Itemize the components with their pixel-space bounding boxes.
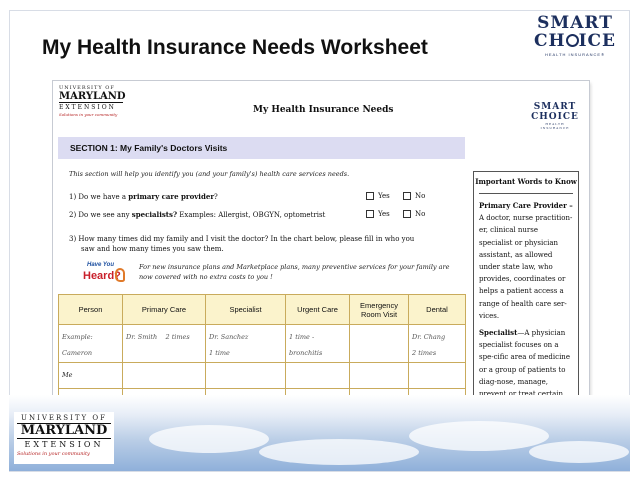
table-cell[interactable]	[123, 363, 206, 389]
q1-yes-checkbox[interactable]	[366, 192, 390, 200]
table-row-example	[59, 325, 466, 363]
cell-line: Cameron	[62, 349, 93, 357]
q3-line1: 3) How many times did my family and I visit the doctor? In the chart below, please fill in who you	[69, 235, 415, 243]
def-specialist: —A physician specialist focuses on a spe-cific area of medicine or a group of patients to diag-nose, manage,	[479, 329, 570, 386]
umd-line4: Solutions in your community	[59, 112, 118, 117]
q2-no-checkbox[interactable]	[403, 210, 425, 218]
umd-line1: UNIVERSITY OF	[59, 85, 115, 91]
checkbox-icon[interactable]	[403, 210, 411, 218]
question-2	[69, 210, 325, 219]
q2-yes-checkbox[interactable]	[366, 210, 390, 218]
table-cell[interactable]	[286, 325, 350, 363]
doctor-visits-table	[58, 294, 466, 403]
panel-body	[479, 193, 573, 412]
badge-top-text: Have You	[87, 262, 115, 268]
table-cell[interactable]	[409, 363, 466, 389]
question-1	[69, 192, 218, 201]
table-cell[interactable]	[123, 325, 206, 363]
umd-line2: MARYLAND	[59, 91, 126, 102]
checkbox-icon[interactable]	[366, 192, 374, 200]
col-header: Emergency Room Visit	[350, 295, 409, 325]
important-words-panel	[473, 171, 579, 403]
document-title: My Health Insurance Needs	[253, 105, 394, 115]
logo-subtitle: HEALTH INSURANCE®	[544, 52, 606, 57]
q2-prefix: 2) Do we see any	[69, 211, 132, 219]
q2-bold: specialists?	[131, 210, 178, 219]
col-header: Urgent Care	[286, 295, 350, 325]
smart-choice-logo	[532, 15, 618, 71]
cell-line: 2 times	[412, 349, 437, 357]
question-3	[69, 234, 449, 254]
table-header-row	[59, 295, 466, 325]
sc-small-line2: CHOICE	[531, 112, 579, 122]
checkbox-icon[interactable]	[366, 210, 374, 218]
table-cell[interactable]	[350, 325, 409, 363]
umd-extension-logo	[14, 412, 114, 464]
panel-term-primary-care	[479, 200, 573, 322]
cloud	[259, 439, 419, 465]
table-cell[interactable]: Me	[59, 363, 123, 389]
cell-line: 1 time -	[289, 333, 315, 341]
col-header: Primary Care	[123, 295, 206, 325]
sc-small-line3: HEALTH INSURANCE	[540, 122, 570, 130]
checkbox-icon[interactable]	[403, 192, 411, 200]
cell-line: Example:	[62, 333, 93, 341]
umd-big-line3: EXTENSION	[24, 440, 104, 449]
have-you-heard-badge	[83, 262, 125, 288]
table-cell[interactable]	[59, 325, 123, 363]
no-label: No	[415, 192, 426, 200]
logo-ring-icon	[566, 34, 579, 47]
no-label: No	[415, 210, 426, 218]
worksheet-document	[53, 81, 589, 403]
cloud	[149, 425, 269, 453]
table-row-me	[59, 363, 466, 389]
cell-line: Dr. Chang	[412, 333, 446, 341]
umd-big-line4: Solutions in your community	[17, 451, 90, 457]
sc-small-line1: SMART	[533, 102, 577, 112]
logo-choice-part1: CH	[533, 31, 566, 51]
q1-prefix: 1) Do we have a	[69, 193, 129, 201]
table-cell[interactable]	[286, 363, 350, 389]
umd-big-line2: MARYLAND	[17, 424, 111, 439]
col-header: Specialist	[206, 295, 286, 325]
umd-big-line1: UNIVERSITY OF	[17, 414, 111, 424]
q1-suffix: ?	[214, 193, 218, 201]
cell-line: Dr. Sanchez	[209, 333, 249, 341]
table-cell[interactable]	[206, 325, 286, 363]
term-primary-care: Primary Care Provider –	[479, 201, 573, 210]
q2-suffix: Examples: Allergist, OBGYN, optometrist	[177, 211, 326, 219]
term-specialist: Specialist	[479, 328, 518, 338]
def-primary-care: A doctor, nurse practition-er, clinical nurse specialist or physician assistant, as allowed under state law, who provides, coordinates or helps a patient access a range of health care ser-vices.	[479, 214, 573, 320]
col-header: Dental	[409, 295, 466, 325]
cloud	[409, 421, 549, 451]
q1-no-checkbox[interactable]	[403, 192, 425, 200]
yes-label: Yes	[378, 210, 390, 218]
ear-icon	[115, 268, 125, 282]
cell-line: Dr. Smith 2 times	[126, 333, 190, 341]
col-header: Person	[59, 295, 123, 325]
table-cell[interactable]	[206, 363, 286, 389]
slide-title: My Health Insurance Needs Worksheet	[42, 36, 428, 59]
yes-label: Yes	[378, 192, 390, 200]
umd-line3: EXTENSION	[59, 104, 116, 111]
panel-heading: Important Words to Know	[475, 177, 577, 186]
badge-main-text: Heard?	[83, 270, 121, 282]
section-intro: This section will help you identify you (and your family's) health care services needs.	[69, 170, 350, 178]
logo-choice-part2: ICE	[578, 31, 617, 51]
section-title: SECTION 1: My Family's Doctors Visits	[70, 143, 228, 153]
q3-line2: saw and how many times you saw them.	[81, 245, 224, 253]
cell-line: 1 time	[209, 349, 230, 357]
table-cell[interactable]	[350, 363, 409, 389]
preventive-note: For new insurance plans and Marketplace plans, many preventive services for your family are now covered with no extra costs to you !	[139, 263, 450, 281]
logo-choice-text	[532, 32, 618, 50]
cloud	[529, 441, 629, 463]
logo-smart-text: SMART	[537, 13, 613, 33]
cell-line: bronchitis	[289, 349, 323, 357]
smart-choice-logo-small	[531, 103, 579, 130]
table-cell[interactable]	[409, 325, 466, 363]
umd-extension-logo-small	[59, 85, 126, 117]
section-header	[58, 137, 465, 159]
q1-bold: primary care provider	[128, 192, 215, 201]
